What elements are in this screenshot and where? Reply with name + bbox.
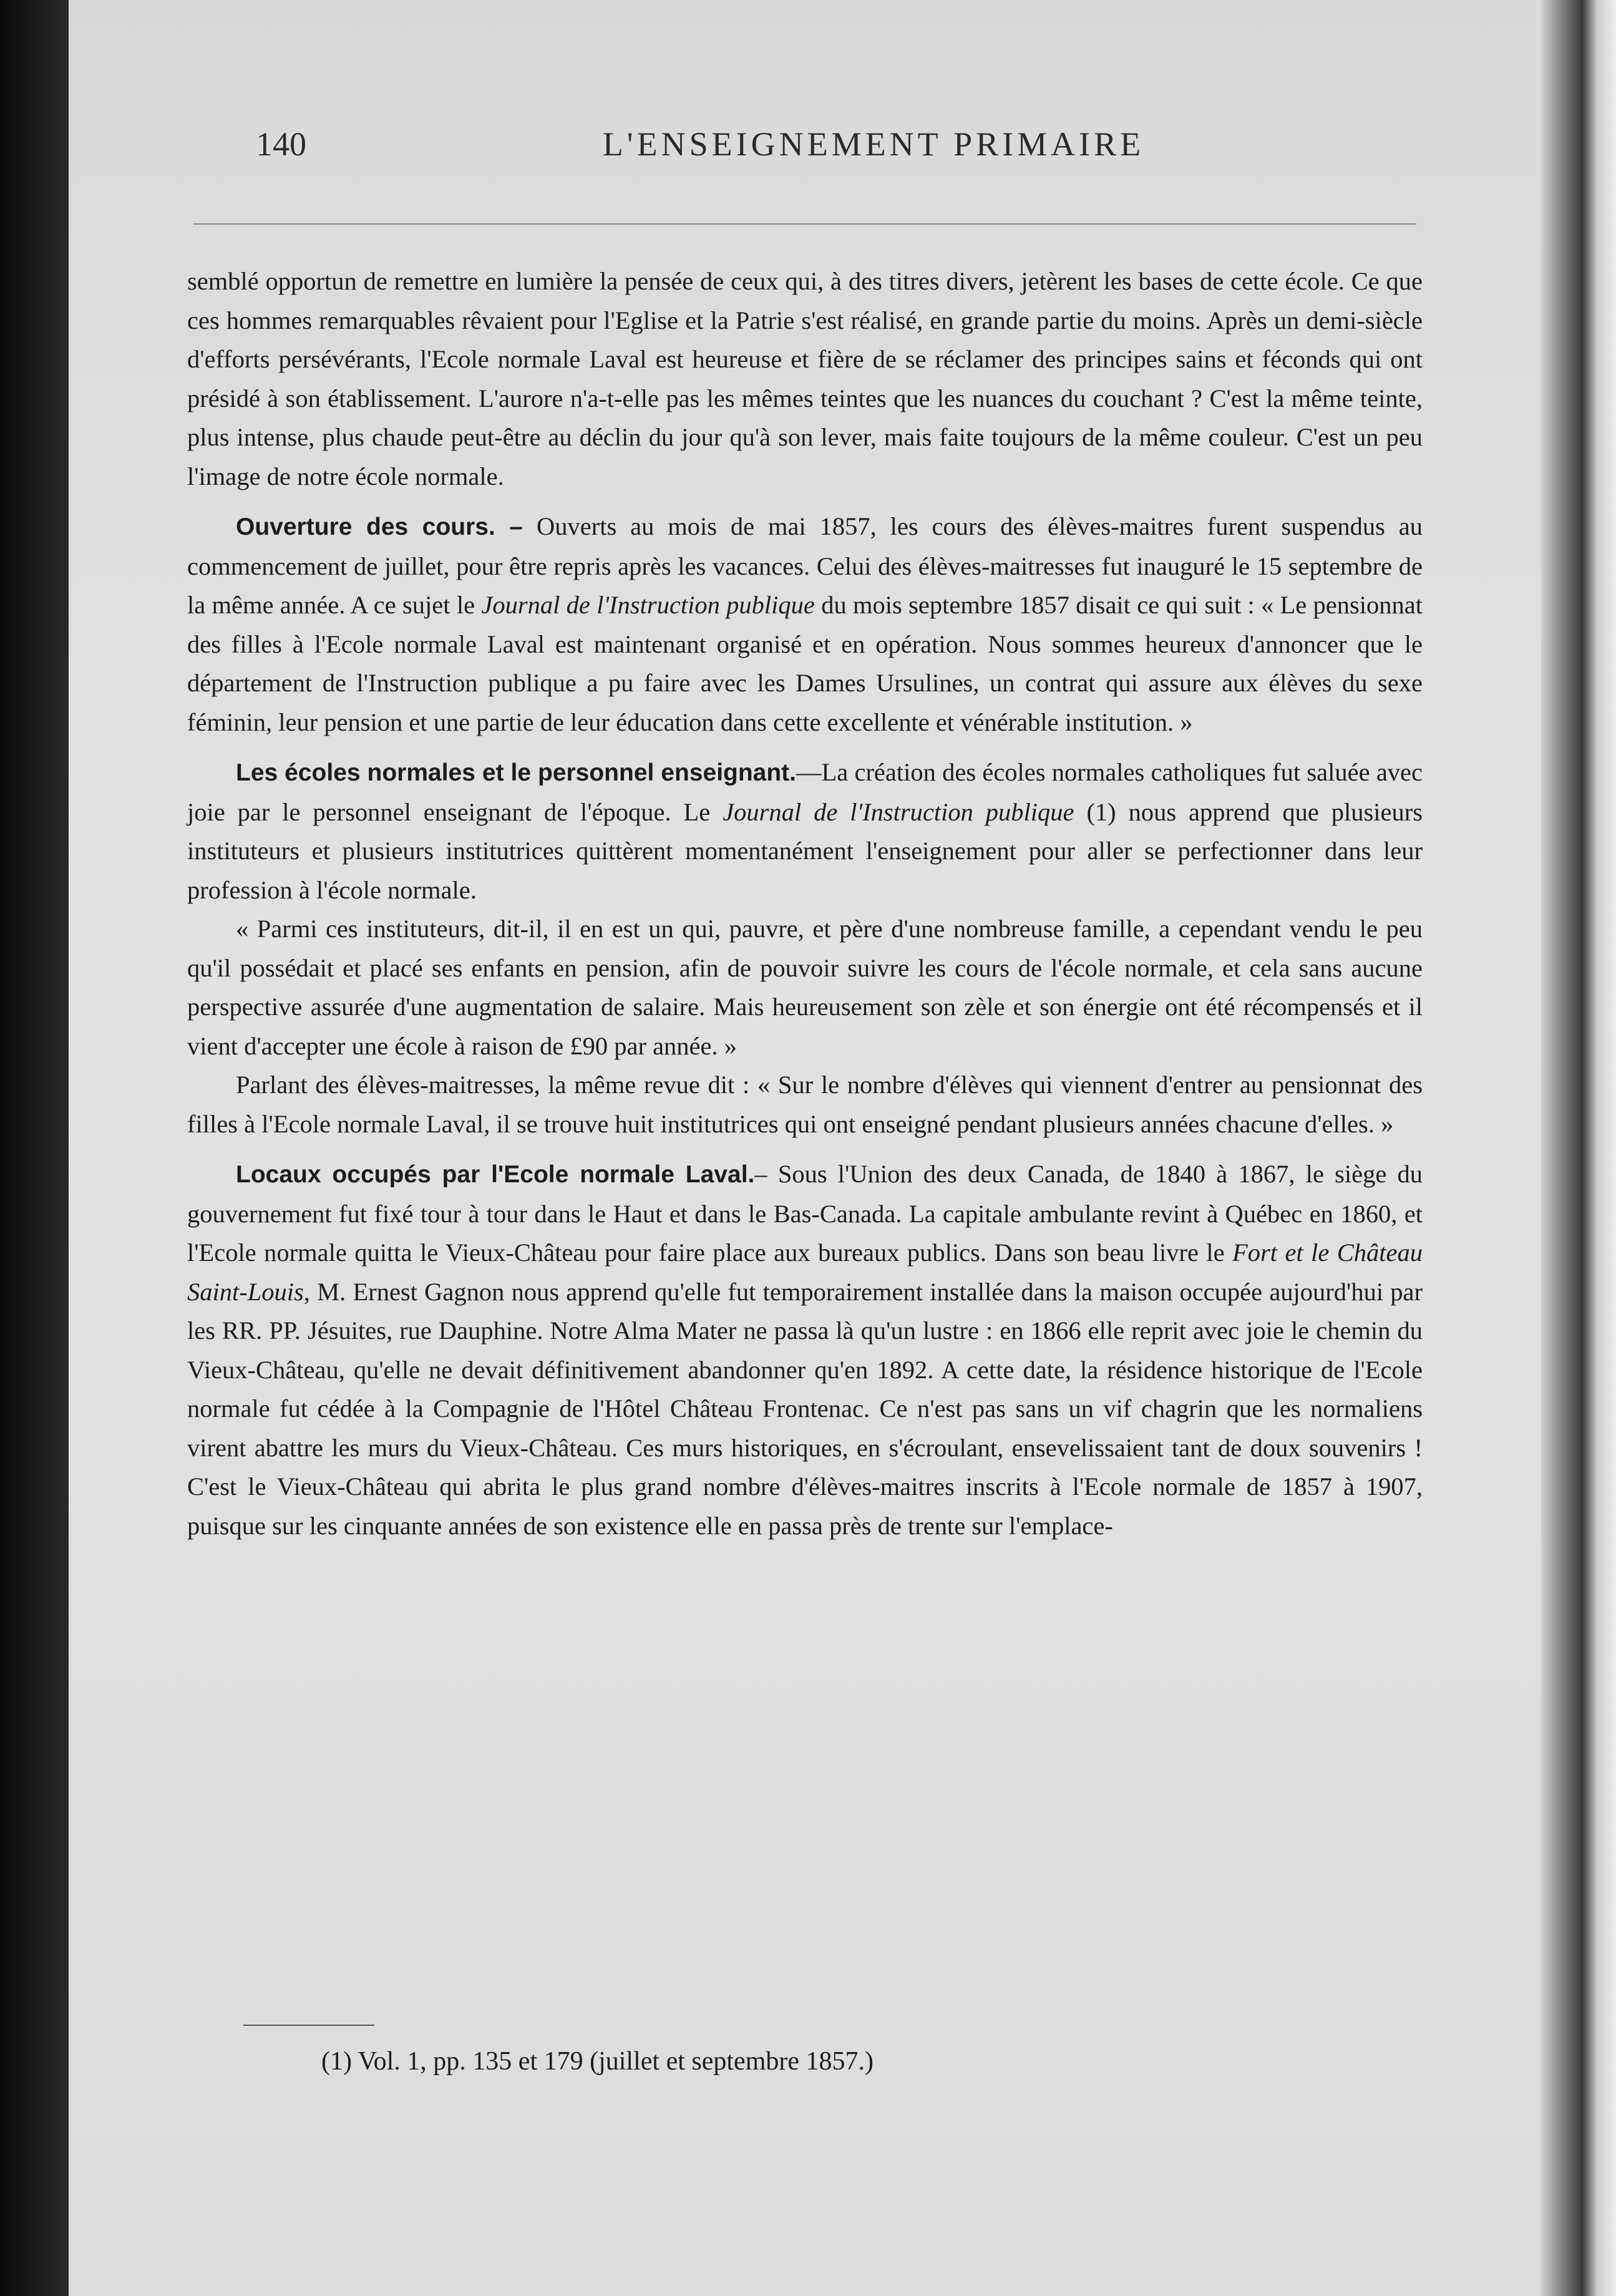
section-heading: Locaux occupés par l'Ecole normale Laval. (236, 1161, 755, 1188)
paragraph-text: – Sous l'Union des deux Canada, de 1840 à 1867, le siège du gouvernement fut fixé tour à tour dans le Haut et dans le Bas-Canada. La capitale ambulante revint à Québec en 1860, et l'Ecole normale quitta le Vieux-Château pour faire place aux bureaux publics. Dans son beau livre le (187, 1160, 1423, 1267)
section-heading: Les écoles normales et le personnel enseignant. (236, 759, 797, 786)
page-header (256, 125, 1491, 181)
paragraph-ecoles-normales (187, 753, 1423, 910)
paragraph-text: Parlant des élèves-maitresses, la même revue dit : « Sur le nombre d'élèves qui viennent d'entrer au pensionnat des filles à l'Ecole normale Laval, il se trouve huit institutrices qui ont enseigné pendant plusieurs années chacune d'elles. » (187, 1071, 1423, 1138)
body-text (187, 262, 1423, 1545)
book-title: Fort et le Château Saint-Louis (187, 1238, 1423, 1306)
footnote-rule (243, 2025, 374, 2026)
paragraph-text: « Parmi ces instituteurs, dit-il, il en est un qui, pauvre, et père d'une nombreuse famille, a cependant vendu le peu qu'il possédait et placé ses enfants en pension, afin de pouvoir suivre les cours de l'école normale, et cela sans aucune perspective assurée d'une augmentation de salaire. Mais heureusement son zèle et son énergie ont été récompensés et il vient d'accepter une école à raison de £90 par année. » (187, 915, 1423, 1060)
paragraph-text: (1) nous apprend que plusieurs instituteurs et plusieurs institutrices quittèrent momentanément l'enseignement pour aller se perfectionner dans leur profession à l'école normale. (187, 797, 1423, 904)
paragraph-ouverture-des-cours (187, 507, 1423, 742)
paragraph-text: du mois septembre 1857 disait ce qui suit : « Le pensionnat des filles à l'Ecole normale Laval est maintenant organisé et en opération. Nous sommes heureux d'annoncer que le département de l'Instruction publique a pu faire avec les Dames Ursulines, un contrat qui assure aux élèves du sexe féminin, leur pension et une partie de leur éducation dans cette excellente et vénérable institution. » (187, 591, 1423, 736)
paragraph-continuation (187, 262, 1423, 496)
journal-title: Journal de l'Instruction publique (481, 591, 815, 619)
book-fore-edge (1541, 0, 1616, 2296)
section-heading: Ouverture des cours. – (236, 513, 523, 540)
paragraph-locaux (187, 1155, 1423, 1545)
paragraph-eleves-maitresses (187, 1066, 1423, 1144)
header-rule (193, 223, 1416, 225)
page-number: 140 (256, 125, 306, 163)
left-dark-margin (0, 0, 69, 2296)
journal-title: Journal de l'Instruction publique (723, 797, 1074, 826)
paragraph-text: —La création des écoles normales catholiques fut saluée avec joie par le personnel enseignant de l'époque. Le (187, 758, 1423, 826)
paragraph-text: semblé opportun de remettre en lumière la pensée de ceux qui, à des titres divers, jetèrent les bases de cette école. Ce que ces hommes remarquables rêvaient pour l'Eglise et la Patrie s'est réalisé, en grande partie du moins. Après un demi-siècle d'efforts persévérants, l'Ecole normale Laval est heureuse et fière de se réclamer des principes sains et féconds qui ont présidé à son établissement. L'aurore n'a-t-elle pas les mêmes teintes que les nuances du couchant ? C'est la même teinte, plus intense, plus chaude peut-être au déclin du jour qu'à son lever, mais faite toujours de la même couleur. C'est un peu l'image de notre école normale. (187, 267, 1423, 490)
footnote: (1) Vol. 1, pp. 135 et 179 (juillet et septembre 1857.) (321, 2047, 874, 2076)
paragraph-text: , M. Ernest Gagnon nous apprend qu'elle fut temporairement installée dans la maison occupée aujourd'hui par les RR. PP. Jésuites, rue Dauphine. Notre Alma Mater ne passa là qu'un lustre : en 1866 elle reprit avec joie le chemin du Vieux-Château, qu'elle ne devait définitivement abandonner qu'en 1892. A cette date, la résidence historique de l'Ecole normale fut cédée à la Compagnie de l'Hôtel Château Frontenac. Ce n'est pas sans un vif chagrin que les normaliens virent abattre les murs du Vieux-Château. Ces murs historiques, en s'écroulant, ensevelissaient tant de doux souvenirs ! C'est le Vieux-Château qui abrita le plus grand nombre d'élèves-maitres inscrits à l'Ecole normale de 1857 à 1907, puisque sur les cinquante années de son existence elle en passa près de trente sur l'emplace- (187, 1277, 1423, 1540)
paragraph-quote-instituteurs (187, 910, 1423, 1066)
running-title: L'ENSEIGNEMENT PRIMAIRE (602, 125, 1145, 163)
paragraph-text: Ouverts au mois de mai 1857, les cours des élèves-maitres furent suspendus au commencement de juillet, pour être repris après les vacances. Celui des élèves-maitresses fut inauguré le 15 septembre de la même année. A ce sujet le (187, 512, 1423, 619)
